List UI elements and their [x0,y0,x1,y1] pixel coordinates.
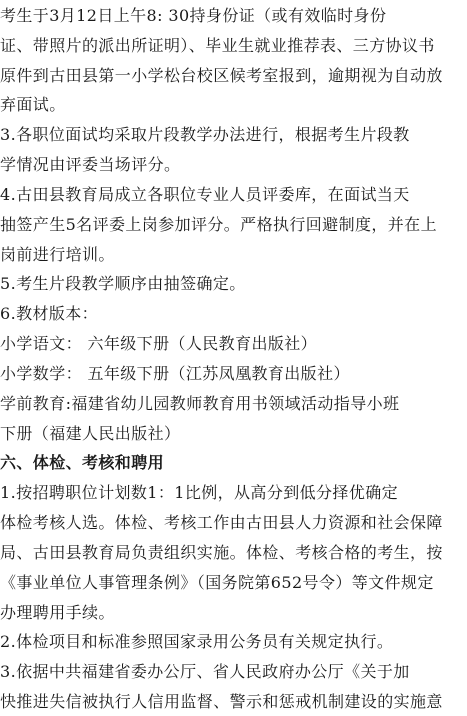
body-text-line: 快推进失信被执行人信用监督、警示和惩戒机制建设的实施意 [0,692,443,711]
body-text-line: 抽签产生5名评委上岗参加评分。严格执行回避制度，并在上 [0,215,437,234]
section-heading: 六、体检、考核和聘用 [0,453,165,472]
body-text-line: 5.考生片段教学顺序由抽签确定。 [0,274,246,293]
body-text-line: 体检考核人选。体检、考核工作由古田县人力资源和社会保障 [0,513,443,532]
body-text-line: 3.各职位面试均采取片段教学办法进行，根据考生片段教 [0,125,410,144]
body-text-line: 岗前进行培训。 [0,245,115,264]
body-text-line: 学前教育:福建省幼儿园教师教育用书领域活动指导小班 [0,394,400,413]
body-text-line: 《事业单位人事管理条例》（国务院第652号令）等文件规定 [0,573,434,592]
body-text-line: 考生于3月12日上午8: 30持身份证（或有效临时身份 [0,6,387,25]
body-text-line: 4.古田县教育局成立各职位专业人员评委库，在面试当天 [0,185,410,204]
body-text-line: 小学数学： 五年级下册（江苏凤凰教育出版社） [0,364,350,383]
body-text-line: 小学语文： 六年级下册（人民教育出版社） [0,334,318,353]
body-text-line: 局、古田县教育局负责组织实施。体检、考核合格的考生，按 [0,543,443,562]
body-text-line: 证、带照片的派出所证明）、毕业生就业推荐表、三方协议书 [0,36,435,55]
body-text-line: 6.教材版本： [0,304,99,323]
body-text-line: 弃面试。 [0,95,66,114]
body-text-line: 办理聘用手续。 [0,603,115,622]
body-text-line: 1.按招聘职位计划数1：1比例，从高分到低分择优确定 [0,483,399,502]
body-text-line: 原件到古田县第一小学松台校区候考室报到，逾期视为自动放 [0,66,443,85]
body-text-line: 2.体检项目和标准参照国家录用公务员有关规定执行。 [0,632,394,651]
body-text-line: 3.依据中共福建省委办公厅、省人民政府办公厅《关于加 [0,662,410,681]
body-text-line: 学情况由评委当场评分。 [0,155,181,174]
body-text-line: 下册（福建人民出版社） [0,424,181,443]
